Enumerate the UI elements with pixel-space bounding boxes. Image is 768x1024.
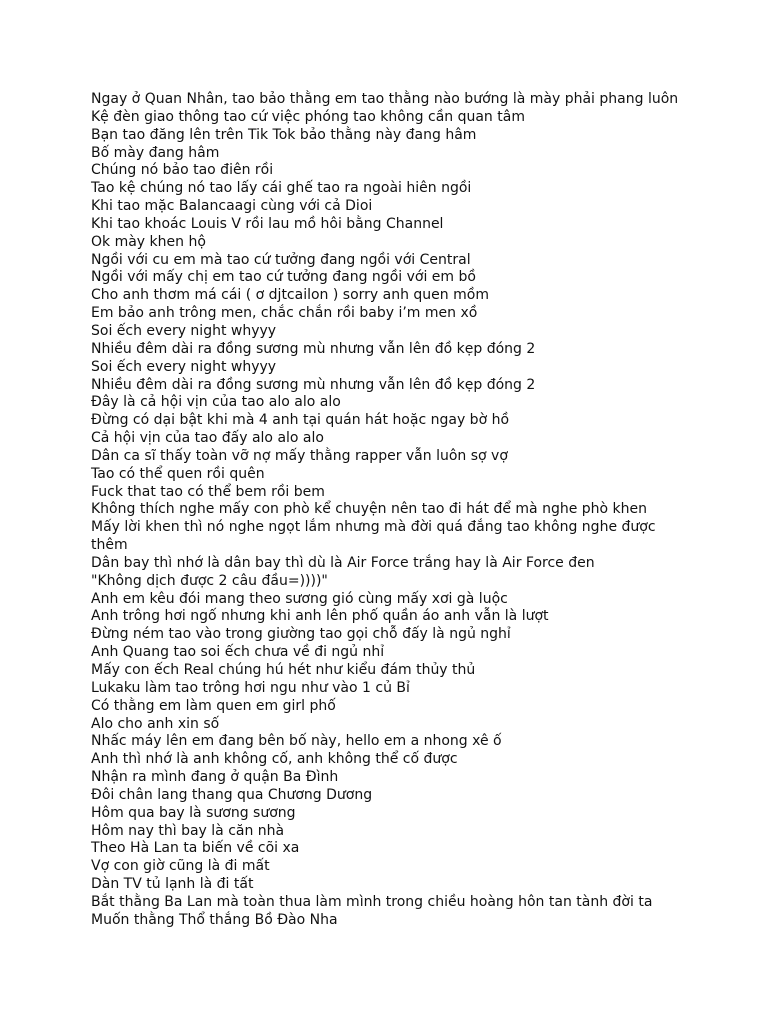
lyric-line: Không thích nghe mấy con phò kể chuyện nên tao đi hát để mà nghe phò khen [91,501,648,518]
lyric-line: Ngồi với mấy chị em tao cứ tưởng đang ngồi với em bồ [91,269,476,286]
lyric-line: Đừng ném tao vào trong giường tao gọi chỗ đấy là ngủ nghỉ [91,626,511,643]
lyric-line: Hôm qua bay là sương sương [91,804,296,821]
lyric-line: Khi tao khoác Louis V rồi lau mồ hôi bằng Channel [91,215,444,232]
lyric-line: Tao có thể quen rồi quên [91,465,265,482]
lyric-line: Hôm nay thì bay là căn nhà [91,822,285,839]
lyric-line: Nhiều đêm dài ra đồng sương mù nhưng vẫn lên đồ kẹp đóng 2 [91,340,536,357]
lyric-line: Cho anh thơm má cái ( ơ djtcailon ) sorry anh quen mồm [91,287,489,304]
lyric-line: Khi tao mặc Balancaagi cùng với cả Dioi [91,198,373,215]
lyric-line: Theo Hà Lan ta biến về cõi xa [91,840,300,857]
lyric-line: Nhận ra mình đang ở quận Ba Đình [91,769,339,786]
lyric-line: Fuck that tao có thể bem rồi bem [91,483,325,500]
lyric-line: Nhiều đêm dài ra đồng sương mù nhưng vẫn lên đồ kẹp đóng 2 [91,376,536,393]
lyric-line: Mấy con ếch Real chúng hú hét như kiểu đám thủy thủ [91,662,476,678]
lyric-line: Em bảo anh trông men, chắc chắn rồi baby i’m men xồ [91,305,478,322]
lyric-line: Đây là cả hội vịn của tao alo alo alo [91,394,341,411]
lyric-line: Nhấc máy lên em đang bên bố này, hello em a nhong xê ố [91,733,502,750]
lyric-line: Chúng nó bảo tao điên rồi [91,162,274,179]
lyric-line: Cả hội vịn của tao đấy alo alo alo [91,430,324,447]
lyric-line: Tao kệ chúng nó tao lấy cái ghế tao ra ngoài hiên ngồi [91,180,472,197]
lyric-line: Anh trông hơi ngố nhưng khi anh lên phố quần áo anh vẫn là lượt [91,608,549,625]
lyric-line: Ngay ở Quan Nhân, tao bảo thằng em tao thằng nào bướng là mày phải phang luôn [91,91,679,107]
lyric-line: Vợ con giờ cũng là đi mất [91,858,270,875]
lyric-line: Lukaku làm tao trông hơi ngu như vào 1 củ Bỉ [91,679,410,696]
lyric-line: Ngồi với cu em mà tao cứ tưởng đang ngồi với Central [91,251,471,268]
lyric-line: Bạn tao đăng lên trên Tik Tok bảo thằng này đang hâm [91,126,477,143]
lyric-line: Có thằng em làm quen em girl phố [91,697,336,714]
lyric-line: Đôi chân lang thang qua Chương Dương [91,786,373,803]
lyric-line: Bố mày đang hâm [91,144,220,161]
lyric-line: Bắt thằng Ba Lan mà toàn thua làm mình trong chiều hoàng hôn tan tành đời ta [91,893,653,910]
lyric-line: Ok mày khen hộ [91,233,206,250]
lyric-line: Đừng có dại bật khi mà 4 anh tại quán hát hoặc ngay bờ hồ [91,412,510,429]
lyric-line: Mấy lời khen thì nó nghe ngọt lắm nhưng mà đời quá đắng tao không nghe được thêm [91,519,656,554]
lyric-line: Alo cho anh xin số [91,715,220,732]
lyric-line: Anh em kêu đói mang theo sương gió cùng mấy xơi gà luộc [91,590,508,607]
lyric-line: Dàn TV tủ lạnh là đi tất [91,876,254,893]
lyric-line: "Không dịch được 2 câu đầu=))))" [91,572,328,589]
lyric-line: Muốn thằng Thổ thắng Bồ Đào Nha [91,911,338,928]
lyric-line: Kệ đèn giao thông tao cứ việc phóng tao không cần quan tâm [91,108,525,125]
lyric-line: Anh Quang tao soi ếch chưa về đi ngủ nhỉ [91,644,385,661]
lyric-line: Soi ếch every night whyyy [91,358,277,375]
lyric-line: Dân bay thì nhớ là dân bay thì dù là Air Force trắng hay là Air Force đen [91,554,595,571]
lyric-line: Soi ếch every night whyyy [91,322,277,339]
lyric-line: Anh thì nhớ là anh không cố, anh không thể cố được [91,751,458,768]
lyric-line: Dân ca sĩ thấy toàn vỡ nợ mấy thằng rapper vẫn luôn sợ vợ [91,447,508,464]
lyrics-text-block [91,91,681,930]
